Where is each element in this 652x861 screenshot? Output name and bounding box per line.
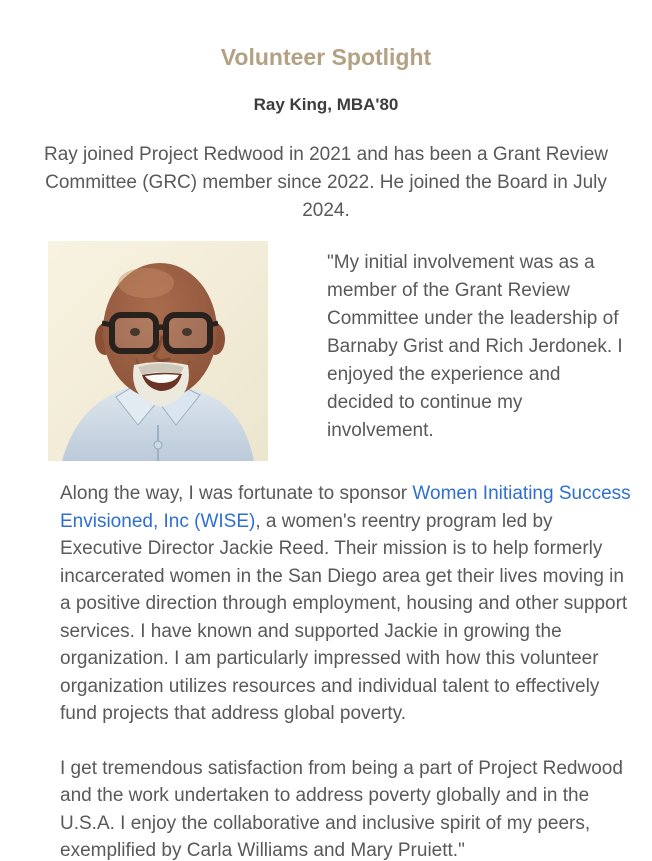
- quote-p2-text-before: Along the way, I was fortunate to sponsor: [60, 483, 413, 504]
- portrait-photo-svg: [48, 241, 268, 461]
- quote-column: [327, 241, 632, 445]
- quote-paragraph-2: [60, 480, 636, 728]
- intro-paragraph: Ray joined Project Redwood in 2021 and has been a Grant Review Committee (GRC) member since 2022. He joined the Board in July 2024.: [43, 144, 609, 221]
- portrait-photo: [48, 241, 268, 461]
- quote-p2-text-after: , a women's reentry program led by Executive Director Jackie Reed. Their mission is to help formerly incarcerated women in the San Diego area get their lives moving in a positive direction through employment, housing and other support services. I have known and supported Jackie in growing the organization. I am particularly impressed with how this volunteer organization utilizes resources and individual talent to effectively fund projects that address global poverty.: [60, 510, 628, 724]
- wise-link[interactable]: Women Initiating Success Envisioned, Inc (WISE): [60, 483, 631, 532]
- page-title: Volunteer Spotlight: [220, 44, 432, 70]
- spotlight-name: Ray King, MBA'80: [253, 95, 399, 114]
- photo-quote-row: [48, 241, 652, 461]
- quote-paragraph-1: "My initial involvement was as a member of the Grant Review Committee under the leadership of Barnaby Grist and Rich Jerdonek. I enjoyed the experience and decided to continue my involvement.: [327, 252, 623, 441]
- quote-paragraph-3: I get tremendous satisfaction from being a part of Project Redwood and the work undertaken to address poverty globally and in the U.S.A. I enjoy the collaborative and inclusive spirit of my peers, exemplified by Carla Williams and Mary Pruiett.": [60, 757, 623, 861]
